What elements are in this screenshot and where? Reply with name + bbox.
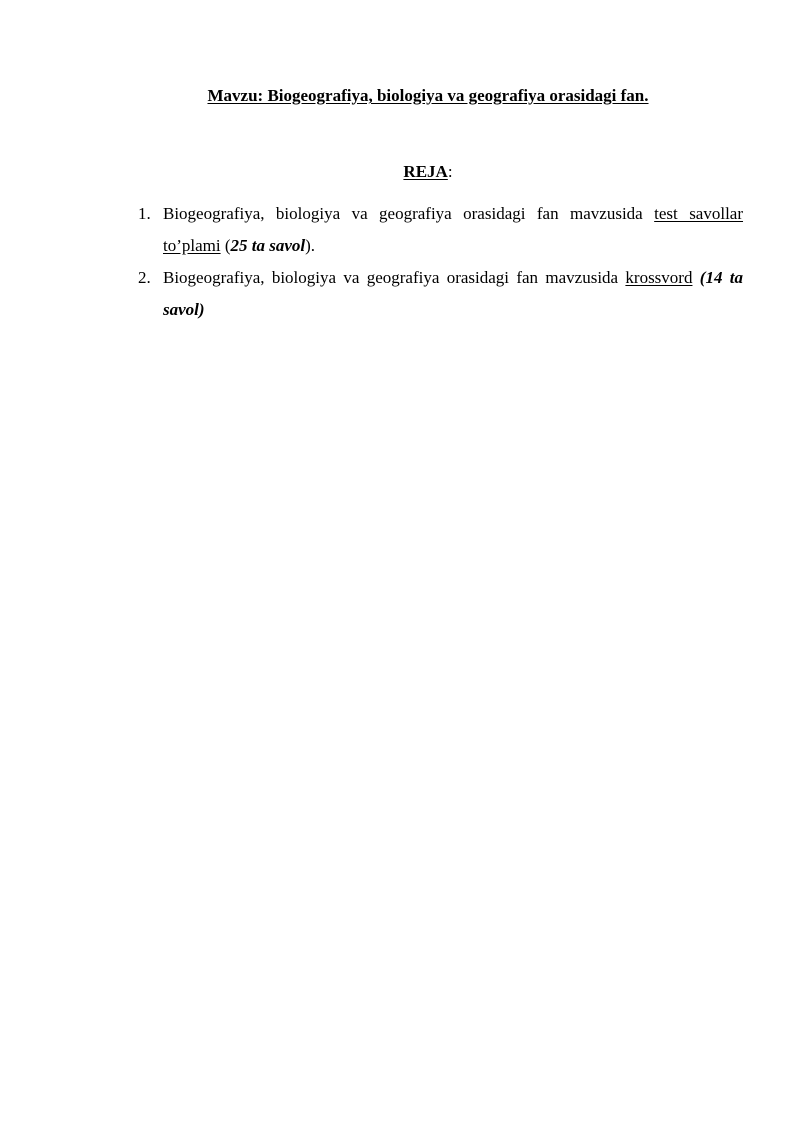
plan-item-text: ). — [305, 236, 316, 255]
plan-item-question-count: 25 ta savol — [230, 236, 306, 255]
document-title: Mavzu: Biogeografiya, biologiya va geografiya orasidagi fan. — [207, 86, 649, 105]
plan-heading — [0, 162, 800, 182]
plan-item-number: 2. — [138, 268, 151, 287]
plan-heading-word: REJA — [403, 162, 448, 181]
plan-heading-colon: : — [447, 162, 453, 181]
plan-item-text — [692, 268, 699, 287]
plan-item-text: Biogeografiya, biologiya va geografiya orasidagi fan mavzusida — [163, 204, 655, 223]
plan-item-underlined-text: krossvord — [625, 268, 693, 287]
plan-item-question-count: (14 ta savol) — [163, 268, 744, 319]
plan-item-text: ( — [220, 236, 231, 255]
plan-list — [138, 198, 743, 326]
plan-item-1 — [138, 198, 743, 262]
plan-item-number: 1. — [138, 204, 151, 223]
plan-item-2 — [138, 262, 743, 326]
plan-item-underlined-text: test savollar to’plami — [163, 204, 744, 255]
plan-item-text: Biogeografiya, biologiya va geografiya orasidagi fan mavzusida — [163, 268, 626, 287]
